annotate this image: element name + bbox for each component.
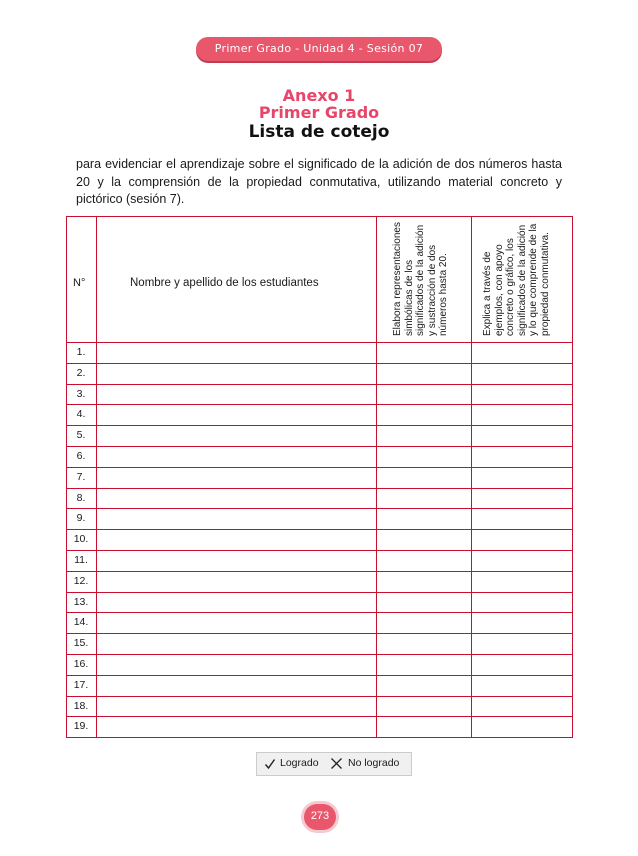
checklist-title: Lista de cotejo	[248, 122, 390, 142]
row-divider	[66, 425, 573, 426]
row-divider	[66, 529, 573, 530]
row-divider	[66, 654, 573, 655]
criterion-header-line: propiedad conmutativa.	[539, 232, 551, 336]
legend	[256, 752, 412, 776]
row-number: 4.	[76, 408, 86, 421]
row-number: 5.	[76, 429, 86, 442]
checklist-table	[66, 216, 573, 737]
column-divider	[572, 216, 573, 737]
name-column-header: Nombre y apellido de los estudiantes	[130, 277, 319, 289]
row-number: 19.	[73, 720, 89, 733]
column-divider	[96, 216, 97, 737]
criterion-header-line: números hasta 20.	[438, 253, 449, 336]
row-divider	[66, 737, 573, 738]
session-header-label: Primer Grado - Unidad 4 - Sesión 07	[214, 42, 424, 55]
intro-paragraph: para evidenciar el aprendizaje sobre el significado de la adición de dos números hasta 20 y la comprensión de la propiedad conmutativa, utilizando material concreto y pictórico (sesión 7).	[76, 157, 562, 206]
row-divider	[66, 467, 573, 468]
row-divider	[66, 612, 573, 613]
page-number-badge	[304, 804, 336, 830]
row-divider	[66, 363, 573, 364]
grade-title: Primer Grado	[258, 103, 380, 122]
row-divider	[66, 716, 573, 717]
number-column-header: N°	[73, 277, 86, 289]
page-number: 273	[310, 810, 330, 822]
session-header	[196, 37, 442, 61]
row-divider	[66, 446, 573, 447]
not-achieved-label: No logrado	[348, 757, 400, 769]
row-number: 1.	[76, 346, 86, 358]
column-divider	[471, 216, 472, 737]
row-divider	[66, 508, 573, 509]
row-divider	[66, 488, 573, 489]
achieved-label: Logrado	[280, 757, 319, 769]
criterion-header-line: significados de la adición	[415, 224, 426, 336]
row-number: 11.	[74, 554, 88, 566]
row-divider	[66, 342, 573, 343]
criterion-header-line: ejemplos, con apoyo	[493, 244, 505, 336]
row-number: 13.	[73, 595, 89, 608]
row-number: 14.	[73, 616, 89, 629]
row-number: 3.	[76, 387, 86, 400]
criterion-header-line: y lo que comprende de la	[528, 223, 539, 336]
row-divider	[66, 633, 573, 634]
row-divider	[66, 696, 573, 697]
row-divider	[66, 550, 573, 551]
cross-icon	[330, 757, 343, 770]
row-divider	[66, 404, 573, 405]
row-number: 9.	[76, 512, 86, 525]
row-number: 12.	[73, 574, 89, 587]
criterion-header-line: simbólicas de los	[403, 259, 415, 336]
column-divider	[376, 216, 377, 737]
row-number: 7.	[76, 470, 86, 483]
row-number: 6.	[76, 450, 86, 462]
row-number: 8.	[76, 491, 86, 504]
row-divider	[66, 216, 573, 217]
row-number: 17.	[73, 678, 89, 691]
row-number: 10.	[73, 533, 89, 546]
criterion-header-line: Elabora representaciones	[392, 222, 403, 336]
row-divider	[66, 384, 573, 385]
criterion-header-line: Explica a través de	[482, 251, 493, 336]
criterion-header-line: significados de la adición	[516, 224, 528, 336]
row-number: 16.	[73, 658, 89, 670]
criterion-header-line: y sustracción de dos	[426, 244, 438, 336]
row-divider	[66, 571, 573, 572]
check-icon	[264, 758, 276, 770]
criterion-header-line: concreto o gráfico, los	[505, 238, 516, 336]
annex-title: Anexo 1	[282, 86, 356, 105]
row-divider	[66, 592, 573, 593]
row-divider	[66, 675, 573, 676]
row-number: 2.	[76, 366, 86, 379]
row-number: 15.	[73, 637, 89, 650]
row-number: 18.	[73, 699, 89, 712]
